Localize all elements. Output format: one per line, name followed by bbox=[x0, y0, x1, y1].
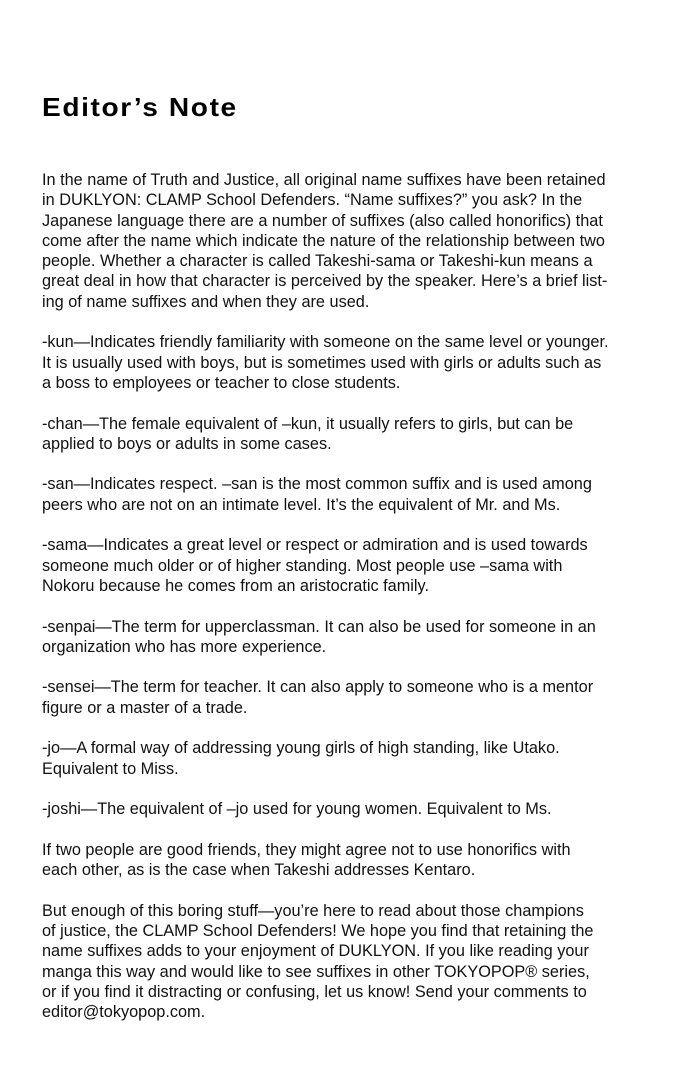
text-line: It is usually used with boys, but is sometimes used with girls or adults such as bbox=[42, 353, 602, 372]
paragraph bbox=[42, 901, 672, 1023]
paragraph bbox=[42, 677, 672, 718]
text-line: If two people are good friends, they might agree not to use honorifics with bbox=[42, 840, 571, 859]
text-line: organization who has more experience. bbox=[42, 637, 327, 656]
paragraph bbox=[42, 840, 672, 881]
text-line: name suffixes adds to your enjoyment of DUKLYON. If you like reading your bbox=[42, 942, 589, 961]
editors-note-body bbox=[42, 170, 672, 1043]
paragraph bbox=[42, 535, 672, 596]
text-line: someone much older or of higher standing. Most people use –sama with bbox=[42, 556, 563, 575]
text-line: editor@tokyopop.com. bbox=[42, 1003, 206, 1022]
text-line: Equivalent to Miss. bbox=[42, 759, 179, 778]
text-line: each other, as is the case when Takeshi addresses Kentaro. bbox=[42, 861, 476, 880]
text-line: In the name of Truth and Justice, all original name suffixes have been retained bbox=[42, 171, 606, 189]
paragraph bbox=[42, 170, 672, 312]
text-line: -jo—A formal way of addressing young girls of high standing, like Utako. bbox=[42, 739, 560, 758]
text-line: Japanese language there are a number of suffixes (also called honorifics) that bbox=[42, 211, 603, 230]
text-line: people. Whether a character is called Takeshi-sama or Takeshi-kun means a bbox=[42, 252, 593, 271]
text-line: manga this way and would like to see suffixes in other TOKYOPOP® series, bbox=[42, 962, 590, 981]
text-line: applied to boys or adults in some cases. bbox=[42, 434, 332, 453]
text-line: -sensei—The term for teacher. It can also apply to someone who is a mentor bbox=[42, 678, 594, 697]
text-line: come after the name which indicate the nature of the relationship between two bbox=[42, 231, 605, 250]
text-line: figure or a master of a trade. bbox=[42, 698, 248, 717]
text-line: ing of name suffixes and when they are used. bbox=[42, 292, 370, 311]
text-line: -joshi—The equivalent of –jo used for young women. Equivalent to Ms. bbox=[42, 800, 552, 819]
paragraph bbox=[42, 332, 672, 393]
paragraph bbox=[42, 414, 672, 455]
page-title: Editor’s Note bbox=[42, 92, 238, 122]
paragraph bbox=[42, 474, 672, 515]
paragraph bbox=[42, 738, 672, 779]
text-line: -chan—The female equivalent of –kun, it usually refers to girls, but can be bbox=[42, 414, 574, 433]
paragraph bbox=[42, 799, 672, 819]
text-line: in DUKLYON: CLAMP School Defenders. “Name suffixes?” you ask? In the bbox=[42, 191, 583, 210]
text-line: -senpai—The term for upperclassman. It can also be used for someone in an bbox=[42, 617, 596, 636]
text-line: of justice, the CLAMP School Defenders! We hope you find that retaining the bbox=[42, 921, 594, 940]
text-line: great deal in how that character is perceived by the speaker. Here’s a brief list- bbox=[42, 272, 608, 291]
text-line: -san—Indicates respect. –san is the most common suffix and is used among bbox=[42, 475, 592, 494]
paragraph bbox=[42, 617, 672, 658]
text-line: -sama—Indicates a great level or respect or admiration and is used towards bbox=[42, 536, 588, 555]
text-line: or if you find it distracting or confusing, let us know! Send your comments to bbox=[42, 982, 587, 1001]
text-line: a boss to employees or teacher to close students. bbox=[42, 373, 401, 392]
text-line: But enough of this boring stuff—you’re here to read about those champions bbox=[42, 901, 584, 920]
text-line: Nokoru because he comes from an aristocratic family. bbox=[42, 576, 429, 595]
text-line: -kun—Indicates friendly familiarity with someone on the same level or younger. bbox=[42, 333, 609, 352]
text-line: peers who are not on an intimate level. It’s the equivalent of Mr. and Ms. bbox=[42, 495, 561, 514]
